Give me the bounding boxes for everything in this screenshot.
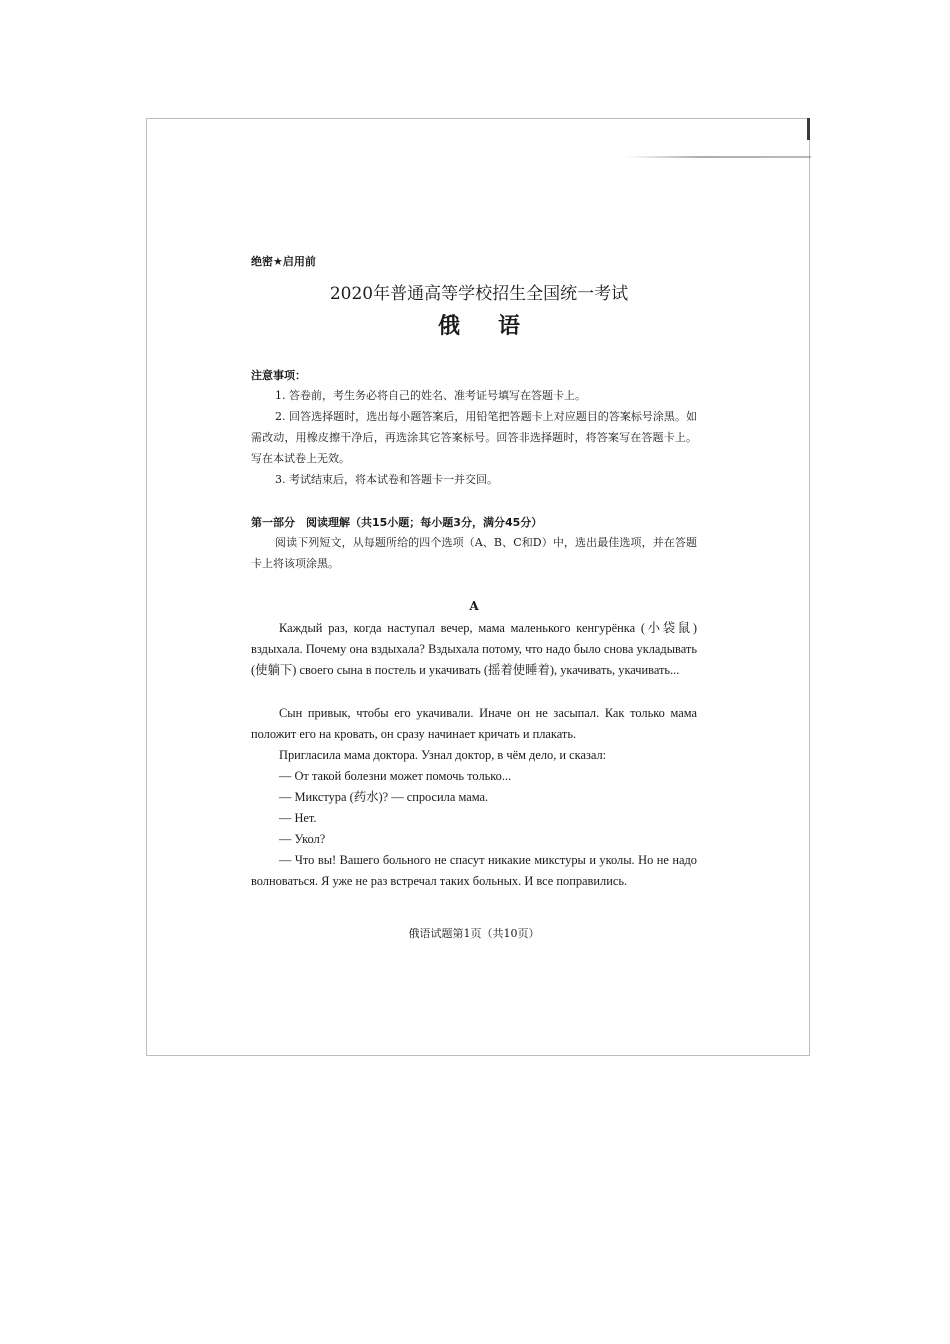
page-footer: 俄语试题第1页（共10页） <box>408 927 540 940</box>
section-instruction: 阅读下列短文，从每题所给的四个选项（A、B、C和D）中，选出最佳选项，并在答题卡上将该项涂黑。 <box>251 536 697 570</box>
dialogue-line: — Укол? <box>279 832 326 846</box>
section-heading: 第一部分 阅读理解（共15小题；每小题3分，满分45分） <box>251 516 543 529</box>
note-item-2: 2. 回答选择题时，选出每小题答案后，用铅笔把答题卡上对应题目的答案标号涂黑。如需改动，用橡皮擦干净后，再选涂其它答案标号。回答非选择题时，将答案写在答题卡上。写在本试卷上无效。 <box>251 410 697 465</box>
scan-artifact-line <box>625 156 811 158</box>
dialogue-line: — От такой болезни может помочь только... <box>279 769 512 783</box>
dialogue-line: — Что вы! Вашего больного не спасут никакие микстуры и уколы. Но не надо волноваться. Я уже не раз встречал таких больных. И все поправились. <box>251 853 697 889</box>
passage-label: A <box>469 599 479 613</box>
scan-corner-mark <box>807 118 810 140</box>
subject-title: 俄语 <box>437 314 558 339</box>
dialogue-line: — Микстура (药水)? — спросила мама. <box>279 790 489 804</box>
passage-paragraph: Пригласила мама доктора. Узнал доктор, в чём дело, и сказал: <box>279 748 607 762</box>
passage-paragraph: Каждый раз, когда наступал вечер, мама маленького кенгурёнка (小袋鼠) вздыхала. Почему она вздыхала? Вздыхала потому, что надо было снова укладывать (使躺下) своего сына в постель и укачивать (摇着使睡着), укачивать, укачивать... <box>251 621 697 678</box>
scanned-exam-page <box>146 118 810 1056</box>
confidential-label: 绝密★启用前 <box>251 255 316 268</box>
passage-paragraph: Сын привык, чтобы его укачивали. Иначе он не засыпал. Как только мама положит его на кровать, он сразу начинает кричать и плакать. <box>251 706 697 742</box>
notes-heading: 注意事项： <box>251 369 306 382</box>
dialogue-line: — Нет. <box>279 811 317 825</box>
note-item-1: 1. 答卷前，考生务必将自己的姓名、准考证号填写在答题卡上。 <box>275 389 586 402</box>
note-item-3: 3. 考试结束后，将本试卷和答题卡一并交回。 <box>275 473 498 486</box>
exam-title: 2020年普通高等学校招生全国统一考试 <box>329 284 629 304</box>
